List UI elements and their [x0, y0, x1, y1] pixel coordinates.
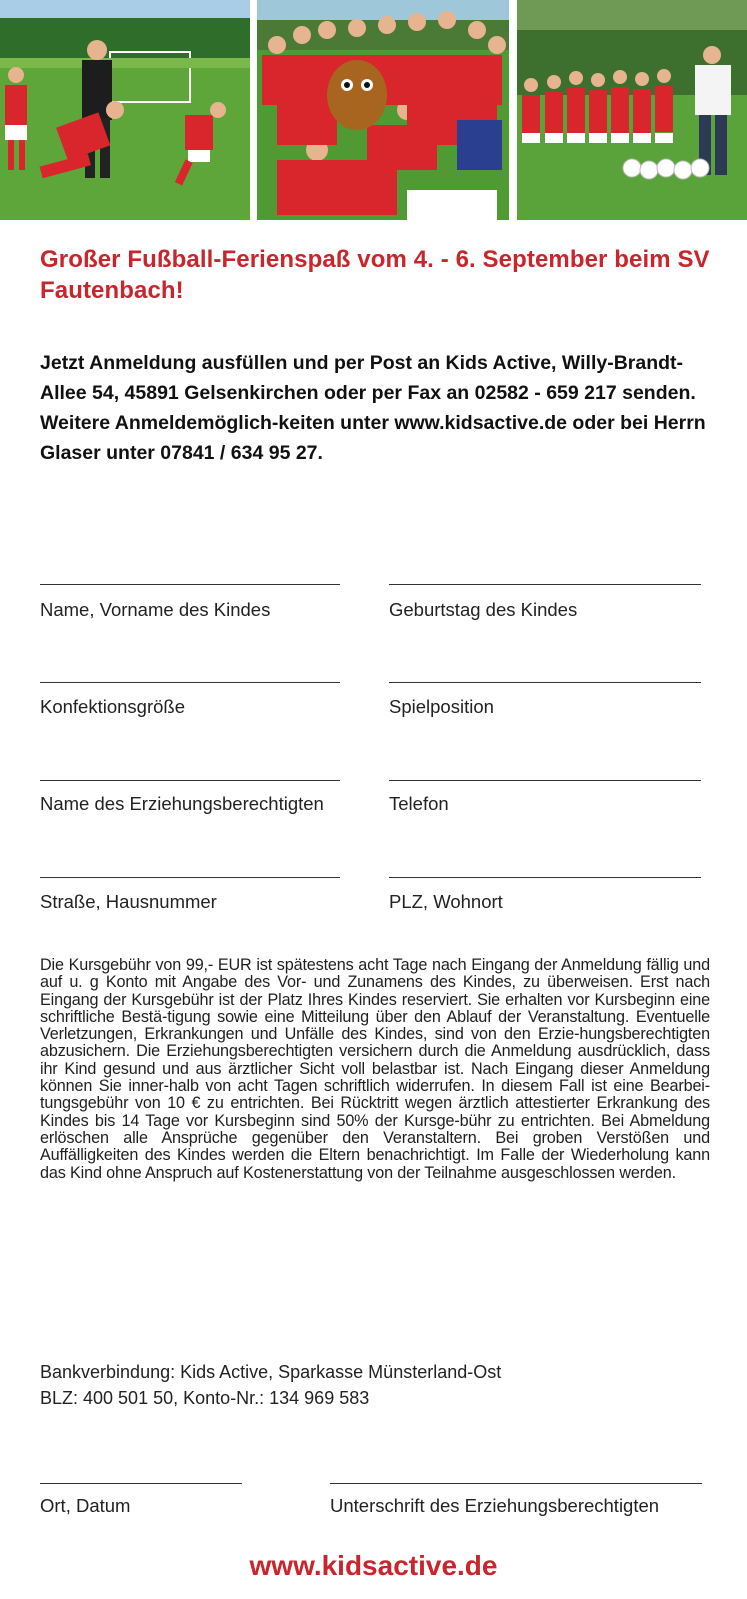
position-line[interactable]: [389, 682, 701, 683]
footer-website[interactable]: www.kidsactive.de: [249, 1550, 498, 1581]
photo-team-balls: [517, 0, 747, 220]
clothing-size-line[interactable]: [40, 682, 340, 683]
bank-line-2: BLZ: 400 501 50, Konto-Nr.: 134 969 583: [40, 1388, 370, 1408]
photo-group-mascot: [257, 0, 509, 220]
position-label: Spielposition: [389, 696, 494, 717]
child-name-line[interactable]: [40, 584, 340, 585]
child-name-label: Name, Vorname des Kindes: [40, 599, 271, 620]
child-birthday-line[interactable]: [389, 584, 701, 585]
signature-label: Unterschrift des Erziehungsberechtigten: [330, 1495, 660, 1516]
guardian-name-line[interactable]: [40, 780, 340, 781]
phone-line[interactable]: [389, 780, 701, 781]
headline: Großer Fußball-Ferienspaß vom 4. - 6. September beim SV Fautenbach!: [40, 246, 710, 304]
photo-kids-training: [0, 0, 250, 220]
guardian-name-label: Name des Erziehungsberechtigten: [40, 793, 324, 814]
zip-city-label: PLZ, Wohnort: [389, 891, 503, 912]
zip-city-line[interactable]: [389, 877, 701, 878]
street-label: Straße, Hausnummer: [40, 891, 217, 912]
signature-line[interactable]: [330, 1483, 702, 1484]
intro-text: Jetzt Anmeldung ausfüllen und per Post an Kids Active, Willy-Brandt-Allee 54, 45891 Gelsenkirchen oder per Fax an 02582 - 659 217 senden. Weitere Anmeldemöglich-keiten unter www.kidsactive.de oder bei Herrn Glaser unter 07841 / 634 95 27.: [40, 352, 706, 464]
place-date-line[interactable]: [40, 1483, 242, 1484]
place-date-label: Ort, Datum: [40, 1495, 131, 1516]
bank-details: [40, 1359, 720, 1411]
bank-line-1: Bankverbindung: Kids Active, Sparkasse Münsterland-Ost: [40, 1362, 502, 1382]
clothing-size-label: Konfektionsgröße: [40, 696, 186, 717]
child-birthday-label: Geburtstag des Kindes: [389, 599, 578, 620]
street-line[interactable]: [40, 877, 340, 878]
phone-label: Telefon: [389, 793, 449, 814]
terms-text: Die Kursgebühr von 99,- EUR ist spätestens acht Tage nach Eingang der Anmeldung fällig und auf u. g Konto mit Angabe des Vor- und Zunamens des Kindes, zu überweisen. Erst nach Eingang der Kursgebühr ist der Platz Ihres Kindes reserviert. Sie erhalten vor Kursbeginn eine schriftliche Bestä-tigung sowie eine Mitteilung über den Ablauf der Veranstaltung. Eventuelle Verletzungen, Erkrankungen und Unfälle des Kindes, sind von den Erzie-hungsberechtigten abzusichern. Die Erziehungsberechtigten versichern durch die Anmeldung ausdrücklich, dass ihr Kind gesund und aus ärztlicher Sicht voll belastbar ist. Nach Eingang dieser Anmeldung können Sie inner-halb von acht Tagen schriftlich widerrufen. In diesem Fall ist eine Bearbei-tungsgebühr von 10 € zu entrichten. Bei Rücktritt wegen ärztlich attestierter Erkrankung des Kindes bis 14 Tage vor Kursbeginn sind 50% der Kursge-bühr zu entrichten. Bei Abmeldung erlöschen alle Ansprüche gegenüber den Veranstaltern. Bei groben Verstößen und Auffälligkeiten des Kindes werden die Eltern benachrichtigt. Im Falle der Wiederholung kann das Kind ohne Anspruch auf Kostenerstattung von der Teilnahme ausgeschlossen werden.: [40, 956, 710, 1182]
photo-strip: [0, 0, 747, 220]
